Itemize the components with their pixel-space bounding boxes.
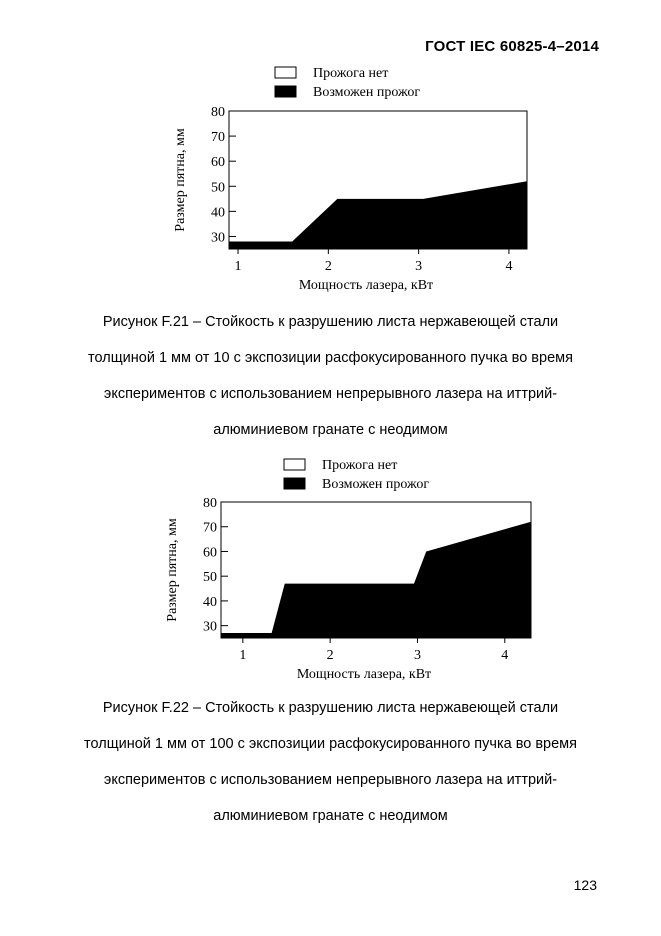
caption-line: толщиной 1 мм от 100 с экспозиции расфокусированного пучка во время xyxy=(84,736,577,752)
standard-header: ГОСТ IEC 60825-4–2014 xyxy=(425,38,599,55)
legend-label: Прожога нет xyxy=(313,66,389,81)
x-tick-label: 2 xyxy=(324,259,332,274)
figure-f21-chart xyxy=(0,58,661,298)
x-tick-label: 4 xyxy=(501,648,509,663)
y-tick-label: 70 xyxy=(211,130,225,146)
caption-line: алюминиевом гранате с неодимом xyxy=(213,422,448,438)
burn-area xyxy=(229,181,527,249)
y-axis-title: Размер пятна, мм xyxy=(165,518,180,622)
chart-svg xyxy=(0,58,661,298)
legend-swatch xyxy=(284,478,305,489)
y-tick-label: 40 xyxy=(211,205,225,221)
burn-area xyxy=(221,522,531,638)
legend-label: Возможен прожог xyxy=(322,477,430,492)
chart-svg xyxy=(0,450,661,680)
y-axis-title: Размер пятна, мм xyxy=(173,128,188,232)
legend-swatch xyxy=(275,86,296,97)
y-tick-label: 30 xyxy=(211,230,225,246)
x-axis-title: Мощность лазера, кВт xyxy=(296,667,432,680)
caption-line: алюминиевом гранате с неодимом xyxy=(213,808,448,824)
figure-f22-chart xyxy=(0,450,661,680)
caption-line: экспериментов с использованием непрерывного лазера на иттрий- xyxy=(103,772,558,788)
x-tick-label: 1 xyxy=(234,259,242,274)
x-tick-label: 3 xyxy=(413,648,421,663)
legend-swatch xyxy=(284,459,305,470)
y-tick-label: 40 xyxy=(203,594,217,610)
caption-line: Рисунок F.22 – Стойкость к разрушению листа нержавеющей стали xyxy=(102,700,559,716)
x-tick-label: 1 xyxy=(239,648,247,663)
page-number: 123 xyxy=(573,877,597,893)
x-tick-label: 4 xyxy=(505,259,513,274)
caption-line: толщиной 1 мм от 10 с экспозиции расфокусированного пучка во время xyxy=(88,350,573,366)
y-tick-label: 80 xyxy=(203,496,217,511)
caption-line: экспериментов с использованием непрерывного лазера на иттрий- xyxy=(103,386,558,402)
figure-f21-caption xyxy=(50,312,611,456)
figure-f22-caption xyxy=(50,698,611,842)
caption-line: Рисунок F.21 – Стойкость к разрушению листа нержавеющей стали xyxy=(102,314,559,330)
y-tick-label: 50 xyxy=(211,180,225,196)
x-axis-title: Мощность лазера, кВт xyxy=(298,278,434,293)
y-tick-label: 60 xyxy=(211,155,225,171)
y-tick-label: 30 xyxy=(203,619,217,635)
x-tick-label: 3 xyxy=(415,259,423,274)
legend-label: Прожога нет xyxy=(322,458,398,473)
legend-swatch xyxy=(275,67,296,78)
y-tick-label: 70 xyxy=(203,520,217,536)
y-tick-label: 80 xyxy=(211,105,225,120)
y-tick-label: 50 xyxy=(203,570,217,586)
y-tick-label: 60 xyxy=(203,545,217,561)
legend-label: Возможен прожог xyxy=(313,85,421,100)
x-tick-label: 2 xyxy=(326,648,334,663)
